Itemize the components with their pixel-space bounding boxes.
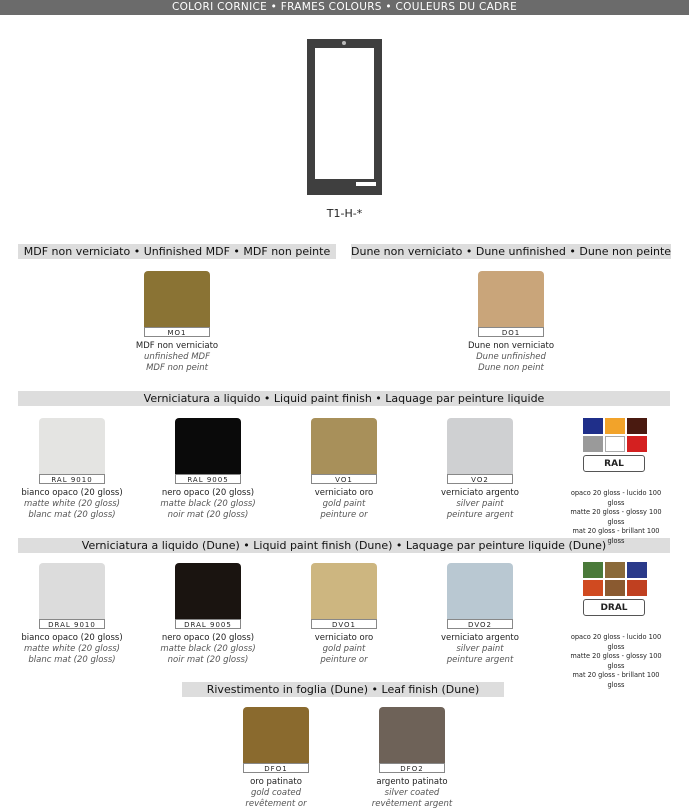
caption-it: MDF non verniciato (135, 341, 219, 351)
caption-fr: noir mat (20 gloss) (167, 655, 249, 665)
caption-it: nero opaco (20 gloss) (161, 633, 255, 643)
section-liquid-dune: Verniciatura a liquido (Dune) • Liquid paint finish (Dune) • Laquage par peinture liquide (Dune) (18, 538, 670, 553)
caption-fr: blanc mat (20 gloss) (28, 655, 116, 665)
dral-box-palette (583, 562, 649, 596)
section-liquid: Verniciatura a liquido • Liquid paint finish • Laquage par peinture liquide (18, 391, 670, 406)
swatch-code: DFO1 (243, 763, 309, 773)
swatch-caption (211, 777, 341, 810)
ral-box-label: RAL (583, 455, 645, 472)
caption-en: silver coated (384, 788, 440, 798)
caption-fr: revêtement argent (371, 799, 453, 809)
section-mdf: MDF non verniciato • Unfinished MDF • MDF non peinte (18, 244, 336, 259)
caption-fr: Dune non peint (478, 363, 544, 373)
caption-fr: MDF non peint (146, 363, 208, 373)
swatch-caption (279, 633, 409, 666)
palette-chip (583, 418, 603, 434)
caption-fr: noir mat (20 gloss) (167, 510, 249, 520)
caption-en: gold paint (322, 499, 366, 509)
gloss-line: mat 20 gloss - brillant 100 gloss (572, 671, 660, 689)
frame-drawing (307, 39, 382, 195)
swatch-code: VO2 (447, 474, 513, 484)
swatch-caption (112, 341, 242, 374)
swatch-code: RAL 9005 (175, 474, 241, 484)
swatch-caption (143, 633, 273, 666)
caption-it: oro patinato (250, 777, 302, 787)
caption-fr: blanc mat (20 gloss) (28, 510, 116, 520)
dral-box-gloss-notes (564, 633, 668, 690)
caption-it: verniciato argento (441, 488, 519, 498)
palette-chip (583, 562, 603, 578)
palette-chip (627, 418, 647, 434)
ral-box-palette (583, 418, 649, 452)
caption-it: nero opaco (20 gloss) (161, 488, 255, 498)
swatch-code: DO1 (478, 327, 544, 337)
caption-it: verniciato oro (314, 633, 374, 643)
caption-en: gold paint (322, 644, 366, 654)
swatch-caption (415, 488, 545, 521)
caption-en: silver paint (456, 644, 504, 654)
gloss-line: mat 20 gloss - brillant 100 gloss (572, 527, 660, 545)
caption-en: unfinished MDF (144, 352, 210, 362)
swatch-caption (7, 488, 137, 521)
caption-it: verniciato oro (314, 488, 374, 498)
ral-box-gloss-notes (564, 489, 668, 546)
swatch-code: DRAL 9005 (175, 619, 241, 629)
section-leaf: Rivestimento in foglia (Dune) • Leaf finish (Dune) (182, 682, 504, 697)
palette-chip (627, 562, 647, 578)
header-bar: COLORI CORNICE • FRAMES COLOURS • COULEURS DU CADRE (0, 0, 689, 15)
frame-hole (342, 41, 346, 45)
gloss-line: matte 20 gloss - glossy 100 gloss (570, 652, 662, 670)
swatch-code: DFO2 (379, 763, 445, 773)
swatch-caption (7, 633, 137, 666)
palette-chip (605, 580, 625, 596)
swatch-code: DVO2 (447, 619, 513, 629)
palette-chip (627, 580, 647, 596)
caption-fr: peinture argent (446, 655, 514, 665)
gloss-line: opaco 20 gloss - lucido 100 gloss (570, 489, 662, 507)
caption-en: matte white (20 gloss) (23, 499, 120, 509)
gloss-line: opaco 20 gloss - lucido 100 gloss (570, 633, 662, 651)
caption-en: silver paint (456, 499, 504, 509)
caption-en: matte black (20 gloss) (160, 644, 256, 654)
palette-chip (605, 418, 625, 434)
caption-it: Dune non verniciato (467, 341, 555, 351)
swatch-code: RAL 9010 (39, 474, 105, 484)
dral-box (583, 562, 649, 616)
gloss-line: matte 20 gloss - glossy 100 gloss (570, 508, 662, 526)
swatch-caption (279, 488, 409, 521)
caption-fr: revêtement or (245, 799, 307, 809)
caption-fr: peinture or (320, 655, 368, 665)
swatch-caption (415, 633, 545, 666)
palette-chip (605, 562, 625, 578)
palette-chip (605, 436, 625, 452)
swatch-code: VO1 (311, 474, 377, 484)
caption-it: bianco opaco (20 gloss) (21, 633, 123, 643)
caption-en: gold coated (250, 788, 302, 798)
caption-it: argento patinato (376, 777, 448, 787)
caption-it: verniciato argento (441, 633, 519, 643)
ral-box (583, 418, 649, 472)
model-code: T1-H-* (326, 207, 363, 220)
frame-slot (356, 182, 376, 186)
frame-glass (315, 48, 374, 179)
swatch-code: MO1 (144, 327, 210, 337)
swatch-caption (446, 341, 576, 374)
caption-fr: peinture argent (446, 510, 514, 520)
caption-it: bianco opaco (20 gloss) (21, 488, 123, 498)
swatch-code: DVO1 (311, 619, 377, 629)
caption-en: matte white (20 gloss) (23, 644, 120, 654)
palette-chip (627, 436, 647, 452)
swatch-caption (143, 488, 273, 521)
dral-box-label: DRAL (583, 599, 645, 616)
swatch-caption (347, 777, 477, 810)
section-dune: Dune non verniciato • Dune unfinished • Dune non peinte (351, 245, 672, 258)
caption-en: matte black (20 gloss) (160, 499, 256, 509)
caption-fr: peinture or (320, 510, 368, 520)
palette-chip (583, 580, 603, 596)
swatch-code: DRAL 9010 (39, 619, 105, 629)
caption-en: Dune unfinished (476, 352, 546, 362)
palette-chip (583, 436, 603, 452)
